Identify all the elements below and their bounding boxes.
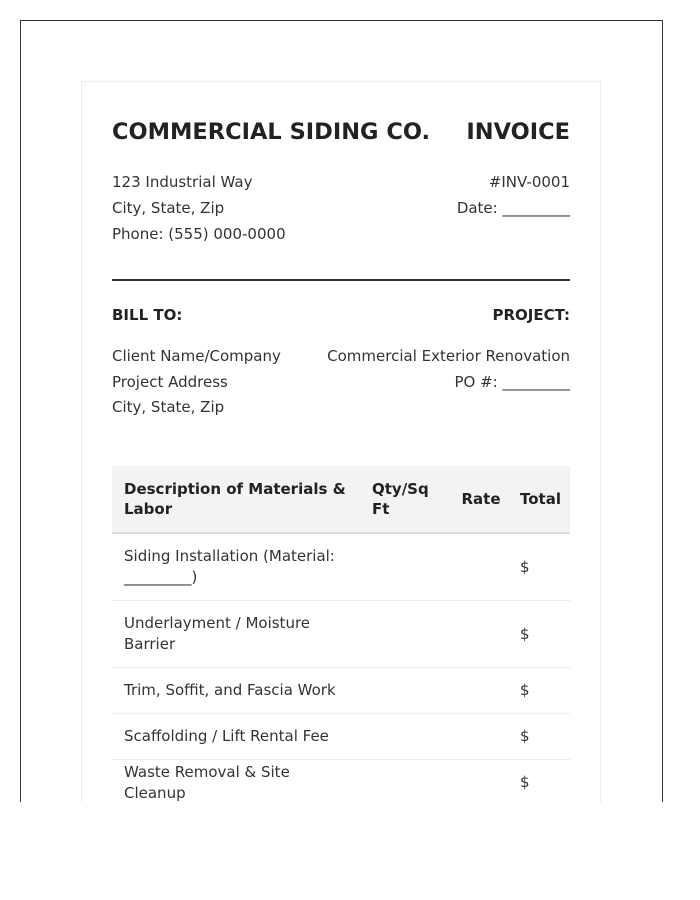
table-row	[112, 668, 570, 714]
project-name: Commercial Exterior Renovation	[327, 347, 570, 365]
invoice-number: #INV-0001	[488, 173, 570, 191]
client-name: Client Name/Company	[112, 347, 281, 365]
table-row	[112, 601, 570, 668]
row-qty	[360, 668, 451, 714]
row-rate	[451, 668, 511, 714]
company-phone: Phone: (555) 000-0000	[112, 225, 286, 243]
row-qty	[360, 533, 451, 601]
row-qty	[360, 760, 451, 803]
row-description: Trim, Soffit, and Fascia Work	[112, 668, 360, 714]
row-description: Underlayment / Moisture Barrier	[112, 601, 360, 668]
company-name: COMMERCIAL SIDING CO.	[112, 119, 431, 145]
col-header-qty: Qty/Sq Ft	[360, 466, 451, 533]
row-total: $	[511, 714, 570, 760]
col-header-rate: Rate	[451, 466, 511, 533]
row-total: $	[511, 668, 570, 714]
company-street: 123 Industrial Way	[112, 173, 253, 191]
document-frame	[20, 20, 663, 802]
bill-to-heading: BILL TO:	[112, 306, 183, 324]
client-address: Project Address	[112, 372, 228, 391]
table-row	[112, 760, 570, 803]
table-header-row	[112, 466, 570, 533]
row-rate	[451, 601, 511, 668]
row-qty	[360, 714, 451, 760]
table-row	[112, 533, 570, 601]
project-heading: PROJECT:	[492, 306, 570, 324]
row-total: $	[511, 533, 570, 601]
invoice-date: Date: _________	[456, 199, 570, 217]
po-number: PO #: _________	[454, 372, 570, 391]
header-divider	[112, 279, 570, 281]
col-header-description: Description of Materials & Labor	[112, 466, 360, 533]
invoice-sheet	[81, 81, 601, 802]
row-qty	[360, 601, 451, 668]
invoice-meta	[457, 169, 570, 221]
row-description: Waste Removal & Site Cleanup	[112, 760, 360, 803]
bill-to-details	[112, 344, 281, 421]
client-city-state-zip: City, State, Zip	[112, 398, 225, 416]
company-city-state-zip: City, State, Zip	[112, 199, 225, 217]
row-total: $	[511, 760, 570, 803]
row-rate	[451, 533, 511, 601]
row-total: $	[511, 601, 570, 668]
col-header-total: Total	[511, 466, 570, 533]
invoice-title: INVOICE	[466, 119, 570, 145]
company-address	[112, 169, 286, 247]
row-description: Siding Installation (Material: _________)	[112, 533, 360, 601]
row-rate	[451, 714, 511, 760]
row-rate	[451, 760, 511, 803]
project-details	[327, 344, 570, 395]
line-items-table	[112, 466, 570, 802]
table-row	[112, 714, 570, 760]
row-description: Scaffolding / Lift Rental Fee	[112, 714, 360, 760]
